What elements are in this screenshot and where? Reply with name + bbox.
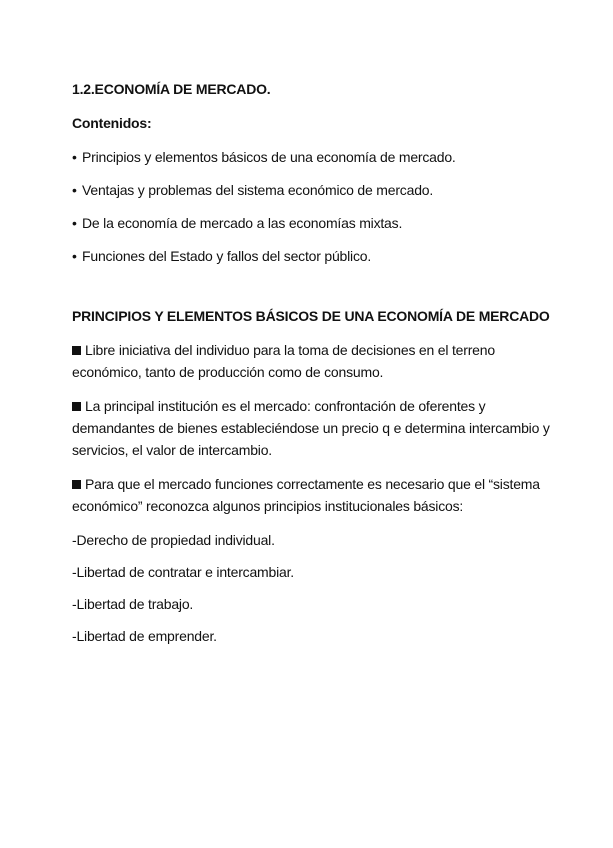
list-item [72, 212, 552, 234]
section-title: 1.2.ECONOMÍA DE MERCADO. [72, 81, 271, 97]
list-item: -Derecho de propiedad individual. [72, 532, 275, 548]
bullet-icon: • [72, 248, 77, 264]
list-item-text: De la economía de mercado a las economías mixtas. [82, 215, 403, 231]
list-item: -Libertad de contratar e intercambiar. [72, 564, 294, 580]
list-item [72, 179, 552, 201]
bullet-icon: • [72, 182, 77, 198]
square-bullet-icon [72, 346, 81, 355]
spacer [72, 278, 552, 305]
contents-label: Contenidos: [72, 115, 152, 131]
document-content [72, 78, 552, 657]
list-item [72, 146, 552, 168]
contents-list [72, 146, 552, 267]
list-item-text: Ventajas y problemas del sistema económico de mercado. [82, 182, 434, 198]
paragraph [72, 473, 552, 517]
subsection-title: PRINCIPIOS Y ELEMENTOS BÁSICOS DE UNA ECONOMÍA DE MERCADO [72, 308, 550, 324]
list-item: -Libertad de trabajo. [72, 596, 194, 612]
principles-list [72, 529, 552, 647]
list-item: -Libertad de emprender. [72, 628, 217, 644]
paragraph-text: Libre iniciativa del individuo para la toma de decisiones en el terreno económico, tanto de producción como de consumo. [72, 342, 495, 380]
list-item-text: Funciones del Estado y fallos del sector público. [82, 248, 372, 264]
bullet-icon: • [72, 215, 77, 231]
paragraph [72, 395, 552, 461]
bullet-icon: • [72, 149, 77, 165]
square-bullet-icon [72, 402, 81, 411]
square-bullet-icon [72, 480, 81, 489]
paragraph [72, 339, 552, 383]
list-item-text: Principios y elementos básicos de una economía de mercado. [82, 149, 456, 165]
paragraph-text: Para que el mercado funciones correctamente es necesario que el “sistema económico” reconozca algunos principios institucionales básicos: [72, 476, 540, 514]
paragraph-text: La principal institución es el mercado: confrontación de oferentes y demandantes de bienes estableciéndose un precio q e determina intercambio y servicios, el valor de intercambio. [72, 398, 550, 458]
list-item [72, 245, 552, 267]
